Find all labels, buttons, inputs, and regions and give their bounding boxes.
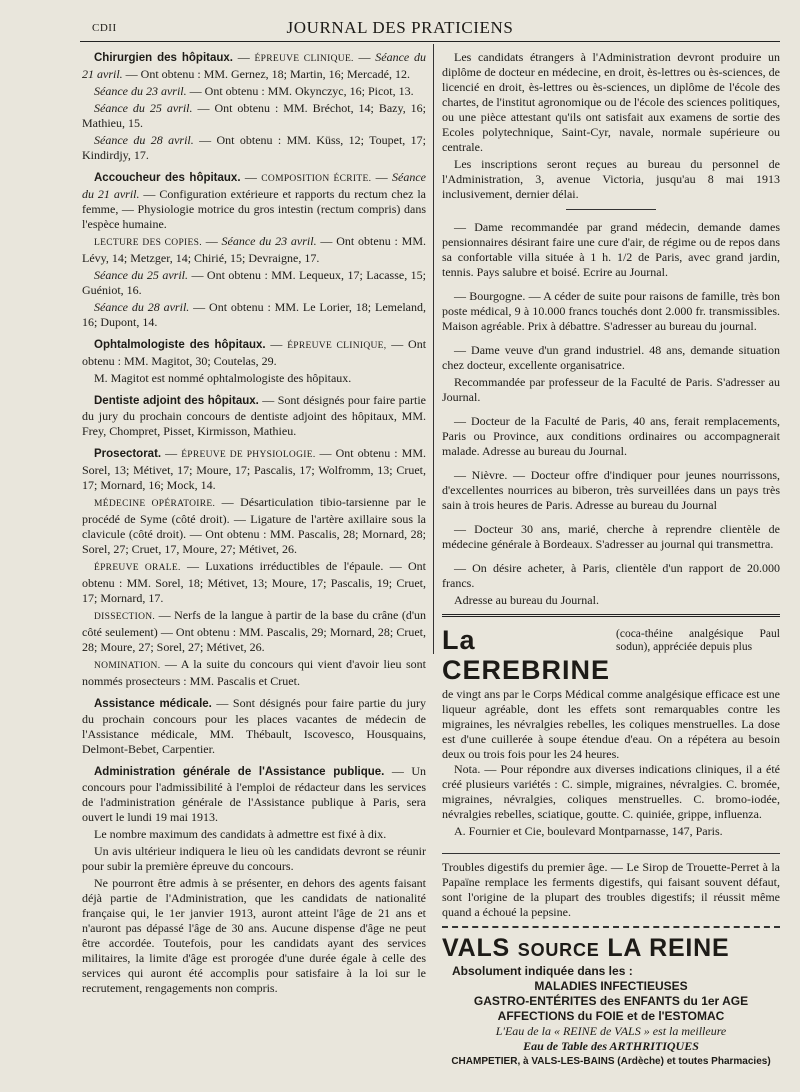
- classified-ad: Adresse au bureau du Journal.: [454, 593, 599, 607]
- seance-date: Séance du 28 avril.: [94, 133, 194, 147]
- cerebrine-title: La CEREBRINE: [442, 625, 611, 685]
- cerebrine-note: Nota. — Pour répondre aux diverses indications cliniques, il a été créé plusieurs variétés : C. simple, migraines, névralgies. C. bromée, migraines, névralgies, coliques menstruelles. C. bromo-iodée, névralgies rebelles, sciatique, goutte. C. quiniée, grippe, influenza.: [442, 762, 780, 821]
- classified-ad: — Dame veuve d'un grand industriel. 48 ans, demande situation chez docteur, excellente organisatrice.: [442, 343, 780, 372]
- result-text: — Désarticulation tibio-tarsienne par le procédé de Syme (côté droit). — Ligature de l'artère axillaire sous la clavicule (côté droit). — Ont obtenu : MM. Pascalis, 28; Mornard, 28; Sorel, 27; Cruet, 17, Moure, 27; Métivet, 26.: [82, 495, 427, 556]
- advert-vals: [442, 934, 780, 1069]
- label-medecine: MÉDECINE OPÉRATOIRE.: [94, 499, 216, 509]
- result-text: — Ont obtenu : MM. Gernez, 18; Martin, 16; Mercadé, 12.: [125, 67, 410, 81]
- section-accoucheur: Accoucheur des hôpitaux. — COMPOSITION ÉCRITE. — Séance du 21 avril. — Configuration extérieure et rapports du rectum chez la femme, — Physiologie motrice du gros intestin (rectum compris) dans l'espèce humaine. LECTURE DES COPIES. — Séance du 23 avril. — Ont obtenu : MM. Lévy, 14; Metzger, 14; Chirié, 15; Devraigne, 17. Séance du 25 avril. — Ont obtenu : MM. Lequeux, 17; Lacasse, 15; Guéniot, 16. Séance du 28 avril. — Ont obtenu : MM. Le Lorier, 18; Lemeland, 16; Dupont, 14.: [82, 170, 427, 329]
- classified-ad: — Bourgogne. — A céder de suite pour raisons de famille, très bon poste médical, 9 à 10.000 francs touchés dont 2.000 fr. transmissibles. Maison agréable. Prix à débattre. S'adresser au bureau du journal.: [442, 289, 780, 333]
- section-prosectorat: Prosectorat. — ÉPREUVE DE PHYSIOLOGIE. — Ont obtenu : MM. Sorel, 13; Métivet, 17; Moure, 17; Pascalis, 17; Wolfromm, 13; Cruet, 17; Mornard, 16; Mock, 14. MÉDECINE OPÉRATOIRE. — Désarticulation tibio-tarsienne par le procédé de Syme (côté droit). — Ligature de l'artère axillaire sous la clavicule (côté droit). — Ont obtenu : MM. Pascalis, 28; Mornard, 28; Sorel, 27; Cruet, 17, Moure, 27; Métivet, 26. ÉPREUVE ORALE. — Luxations irréductibles de l'épaule. — Ont obtenu : MM. Sorel, 18; Métivet, 13; Moure, 17; Pascalis, 19; Cruet, 17; Mornard, 17. DISSECTION. — Nerfs de la langue à partir de la base du crâne (d'un côté seulement) — Ont obtenu : MM. Pascalis, 29; Mornard, 28; Cruet, 28; Moure, 27; Sorel, 27; Métivet, 26. NOMINATION. — A la suite du concours qui vient d'avoir lieu sont nommés prosecteurs : MM. Pascalis et Cruet.: [82, 446, 427, 688]
- result-text: — A la suite du concours qui vient d'avoir lieu sont nommés prosecteurs : MM. Pascalis et Cruet.: [82, 657, 426, 688]
- heading-assistance: Assistance médicale.: [94, 698, 212, 710]
- seance-date: Séance du 25 avril.: [94, 268, 188, 282]
- heading-accoucheur: Accoucheur des hôpitaux.: [94, 172, 241, 184]
- vals-line: AFFECTIONS du FOIE et de l'ESTOMAC: [497, 1009, 725, 1023]
- section-dentiste: [82, 393, 426, 439]
- advert-rule: [442, 614, 780, 617]
- cerebrine-address: A. Fournier et Cie, boulevard Montparnasse, 147, Paris.: [454, 824, 723, 838]
- page-header: [0, 0, 800, 40]
- vals-line: MALADIES INFECTIEUSES: [534, 979, 688, 993]
- seance-date: Séance du 28 avril.: [94, 300, 190, 314]
- body-text: — Sont désignés pour faire partie du jury du prochain concours de dentiste adjoint des hôpitaux, MM. Frey, Chompret, Pisset, Kirmisson, Mathieu.: [82, 393, 426, 438]
- heading-administration: Administration générale de l'Assistance publique.: [94, 766, 385, 778]
- body-text: Le nombre maximum des candidats à admettre est fixé à dix.: [94, 827, 387, 841]
- right-column: [442, 50, 780, 1069]
- heading-prosectorat: Prosectorat.: [94, 448, 162, 460]
- result-text: — Ont obtenu : MM. Lequeux, 17; Lacasse, 15; Guéniot, 16.: [82, 268, 426, 297]
- vals-line: CHAMPETIER, à VALS-LES-BAINS (Ardèche) et toutes Pharmacies): [451, 1056, 771, 1067]
- nomination-text: M. Magitot est nommé ophtalmologiste des hôpitaux.: [94, 371, 352, 385]
- advert-cerebrine: [442, 625, 780, 839]
- body-text: — Un concours pour l'admissibilité à l'emploi de rédacteur dans les services de l'administration générale de l'Assistance publique à Paris, sera ouvert le lundi 19 mai 1913.: [82, 764, 427, 824]
- result-text: — Ont obtenu : MM. Bréchot, 14; Bazy, 16; Mathieu, 15.: [82, 101, 426, 130]
- vals-title-b: SOURCE: [517, 940, 600, 960]
- heading-dentiste: Dentiste adjoint des hôpitaux.: [94, 395, 259, 407]
- vals-line: GASTRO-ENTÉRITES des ENFANTS du 1er AGE: [473, 994, 749, 1008]
- body-text: — Sont désignés pour faire partie du jury du prochain concours pour les places vacantes de médecin de l'Assistance médicale, MM. Thébault, Iscovesco, Housquains, Delmont-Bebet, Carpentier.: [82, 696, 427, 756]
- heading-ophtalmo: Ophtalmologiste des hôpitaux.: [94, 339, 266, 351]
- section-ophtalmo: Ophtalmologiste des hôpitaux. — ÉPREUVE CLINIQUE, — Ont obtenu : MM. Magitot, 30; Coutelas, 29. M. Magitot est nommé ophtalmologiste des hôpitaux.: [82, 337, 427, 385]
- cerebrine-body: de vingt ans par le Corps Médical comme analgésique efficace est une liqueur agréable, dont les effets sont remarquables contre les migraines, les névralgies rebelles, les coliques menstruelles. La dose est d'une cuillerée à soupe étendue d'eau. On a répétera au besoin deux ou trois fois pour les 24 heures.: [442, 687, 780, 761]
- vals-title-c: LA REINE: [607, 934, 730, 962]
- result-text: — Nerfs de la langue à partir de la base du crâne (d'un côté seulement) — Ont obtenu : MM. Pascalis, 29; Mornard, 28; Cruet, 28; Moure, 27; Sorel, 27; Métivet, 26.: [82, 608, 427, 654]
- advert-rule: [442, 926, 780, 928]
- page-number: CDII: [92, 22, 117, 34]
- seance-date: Séance du 21 avril.: [82, 170, 427, 201]
- result-text: — Ont obtenu : MM. Magitot, 30; Coutelas, 29.: [82, 337, 427, 368]
- troubles-text: Troubles digestifs du premier âge. — Le Sirop de Trouette-Perret à la Papaïne remplace les ferments digestifs, qui faisant souvent défaut, sont l'origine de la plupart des troubles digestifs; il réussit même quand a échoué la pepsine.: [442, 860, 780, 919]
- label-nomination: NOMINATION.: [94, 661, 161, 671]
- section-administration: [82, 764, 426, 996]
- column-divider: [433, 44, 434, 654]
- subject-text: — Configuration extérieure et rapports du rectum chez la femme, — Physiologie motrice du gros intestin (rectum compris) dans l'espèce humaine.: [82, 187, 426, 231]
- result-text: — Ont obtenu : MM. Küss, 12; Toupet, 17; Kindirdjy, 17.: [82, 133, 426, 162]
- result-text: — Ont obtenu : MM. Le Lorier, 18; Lemeland, 16; Dupont, 14.: [82, 300, 426, 329]
- label-lecture: LECTURE DES COPIES.: [94, 238, 202, 248]
- section-chirurgien: Chirurgien des hôpitaux. — ÉPREUVE CLINIQUE. — Séance du 21 avril. — Ont obtenu : MM. Gernez, 18; Martin, 16; Mercadé, 12. Séance du 23 avril. — Ont obtenu : MM. Okynczyc, 16; Picot, 13. Séance du 25 avril. — Ont obtenu : MM. Bréchot, 14; Bazy, 16; Mathieu, 15. Séance du 28 avril. — Ont obtenu : MM. Küss, 12; Toupet, 17; Kindirdjy, 17.: [82, 50, 427, 162]
- seance-date: Séance du 23 avril.: [94, 84, 187, 98]
- section-divider: [566, 209, 656, 210]
- label-epreuve: ÉPREUVE CLINIQUE.: [254, 54, 354, 64]
- vals-line: Absolument indiquée dans les :: [452, 964, 633, 978]
- classified-ad: — Dame recommandée par grand médecin, demande dames pensionnaires désirant faire une cure d'air, de régime ou de repos dans sa confortable villa située à 1 h. 1/2 de Paris, avec grand jardin, tennis. Pays salubre et boisé. Ecrire au Journal.: [442, 220, 780, 279]
- vals-line: Eau de Table des ARTHRITIQUES: [523, 1039, 699, 1053]
- advert-rule: [442, 853, 780, 854]
- cerebrine-subtitle: (coca-théine analgésique Paul sodun), appréciée depuis plus: [616, 628, 780, 653]
- seance-date: Séance du 23 avril.: [221, 234, 317, 248]
- body-text: Les inscriptions seront reçues au bureau du personnel de l'Administration, 3, avenue Victoria, jusqu'au 8 mai 1913 inclusivement, dernier délai.: [442, 157, 780, 201]
- heading-chirurgien: Chirurgien des hôpitaux.: [94, 52, 233, 64]
- advert-troubles: [442, 860, 780, 920]
- classified-ad: — Docteur de la Faculté de Paris, 40 ans, ferait remplacements, Paris ou Province, aux conditions ordinaires ou accompagnerait malade. Adresse au bureau du Journal.: [442, 414, 780, 458]
- seance-date: Séance du 21 avril.: [82, 50, 427, 81]
- classified-ad: Recommandée par professeur de la Faculté de Paris. S'adresser au Journal.: [442, 375, 780, 404]
- journal-title: JOURNAL DES PRATICIENS: [286, 18, 514, 37]
- section-assistance: [82, 696, 426, 757]
- label-dissection: DISSECTION.: [94, 612, 156, 622]
- result-text: — Ont obtenu : MM. Sorel, 13; Métivet, 17; Moure, 17; Pascalis, 17; Wolfromm, 13; Cruet, 17; Mornard, 16; Mock, 14.: [82, 446, 427, 492]
- vals-line: L'Eau de la « REINE de VALS » est la meilleure: [495, 1024, 727, 1038]
- left-column: [82, 50, 426, 1003]
- body-text: Les candidats étrangers à l'Administration devront produire un diplôme de docteur en médecine, en droit, ès-lettres ou ès-sciences, de licencié en droit, ès-lettres ou ès-sciences, un diplôme de l'école des chartes, de l'institut agronomique ou de l'école des sciences politiques, ou une pièce attestant qu'ils ont satisfait aux examens de sortie des Ecoles polytechnique, Saint-Cyr, navale, normale supérieure ou centrale.: [442, 50, 780, 154]
- label-epreuve: ÉPREUVE DE PHYSIOLOGIE.: [181, 450, 316, 460]
- classified-ad: — On désire acheter, à Paris, clientèle d'un rapport de 20.000 francs.: [442, 561, 780, 590]
- result-text: — Luxations irréductibles de l'épaule. — Ont obtenu : MM. Sorel, 18; Métivet, 13; Moure, 17; Pascalis, 19; Cruet, 17; Mornard, 17.: [82, 559, 427, 605]
- result-text: — Ont obtenu : MM. Lévy, 14; Metzger, 14; Chirié, 15; Devraigne, 17.: [82, 234, 426, 265]
- header-rule: [80, 41, 780, 42]
- classified-ad: — Nièvre. — Docteur offre d'indiquer pour jeunes nourrissons, d'excellentes nourrices au biberon, très surveillées dans un pays très sain à trois heures de Paris. Adresse au bureau du Journal: [442, 468, 780, 512]
- label-orale: ÉPREUVE ORALE.: [94, 563, 181, 573]
- label-composition: COMPOSITION ÉCRITE.: [261, 174, 372, 184]
- classified-ad: — Docteur 30 ans, marié, cherche à reprendre clientèle de médecine générale à Bordeaux. S'adresser au journal qui transmettra.: [442, 522, 780, 551]
- label-epreuve: ÉPREUVE CLINIQUE,: [287, 341, 387, 351]
- seance-date: Séance du 25 avril.: [94, 101, 193, 115]
- vals-title-a: VALS: [442, 934, 511, 962]
- body-text: Ne pourront être admis à se présenter, en dehors des agents faisant déjà partie de l'Administration, que les candidats de nationalité française qui, le 1er janvier 1913, auront atteint l'âge de 21 ans et n'auront pas dépassé l'âge de 30 ans. Aucune dispense d'âge ne peut être accordée. Toutefois, pour les candidats ayant des services militaires, la limite d'âge est prorogée d'une durée égale à celle des services qui auront été accomplis pour satisfaire à la loi sur le recrutement, rengagements non compris.: [82, 876, 426, 995]
- body-text: Un avis ultérieur indiquera le lieu où les candidats devront se réunir pour subir la première épreuve du concours.: [82, 844, 426, 873]
- result-text: — Ont obtenu : MM. Okynczyc, 16; Picot, 13.: [189, 84, 414, 98]
